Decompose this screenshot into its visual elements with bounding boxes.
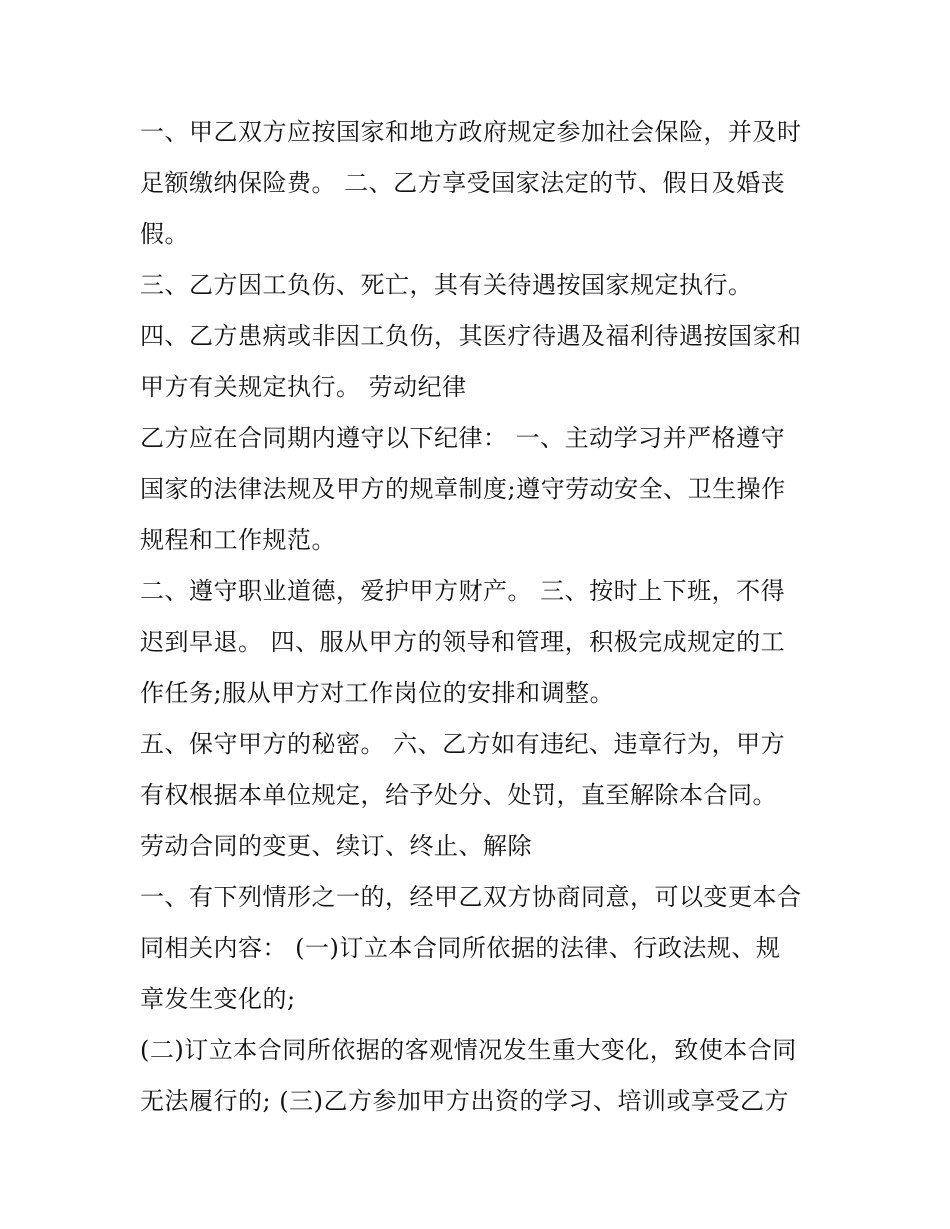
text-line: 四、乙方患病或非因工负伤，其医疗待遇及福利待遇按国家和	[140, 322, 802, 350]
text-line: 五、保守甲方的秘密。 六、乙方如有违纪、违章行为，甲方	[140, 730, 786, 758]
text-line: 有权根据本单位规定，给予处分、处罚，直至解除本合同。	[140, 781, 777, 809]
text-line: 三、乙方因工负伤、死亡，其有关待遇按国家规定执行。	[140, 271, 753, 299]
text-line: 规程和工作规范。	[140, 526, 336, 554]
text-line: 足额缴纳保险费。 二、乙方享受国家法定的节、假日及婚丧	[140, 169, 786, 197]
text-line: 乙方应在合同期内遵守以下纪律： 一、主动学习并严格遵守	[140, 424, 786, 452]
text-line: 假。	[140, 220, 189, 248]
text-line: 二、遵守职业道德，爱护甲方财产。 三、按时上下班，不得	[140, 577, 786, 605]
text-line: 作任务;服从甲方对工作岗位的安排和调整。	[140, 679, 615, 707]
text-line: 甲方有关规定执行。 劳动纪律	[140, 373, 467, 401]
text-line: 一、甲乙双方应按国家和地方政府规定参加社会保险，并及时	[140, 118, 802, 146]
text-line: 无法履行的; (三)乙方参加甲方出资的学习、培训或享受乙方	[140, 1087, 789, 1115]
text-line: 同相关内容： (一)订立本合同所依据的法律、行政法规、规	[140, 934, 781, 962]
document-body	[140, 107, 830, 1127]
text-line: 章发生变化的;	[140, 985, 296, 1013]
text-line: 一、有下列情形之一的，经甲乙双方协商同意，可以变更本合	[140, 883, 802, 911]
text-line: 劳动合同的变更、续订、终止、解除	[140, 832, 532, 860]
text-line: 国家的法律法规及甲方的规章制度;遵守劳动安全、卫生操作	[140, 475, 786, 503]
text-line: (二)订立本合同所依据的客观情况发生重大变化，致使本合同	[140, 1036, 797, 1064]
text-line: 迟到早退。 四、服从甲方的领导和管理，积极完成规定的工	[140, 628, 786, 656]
